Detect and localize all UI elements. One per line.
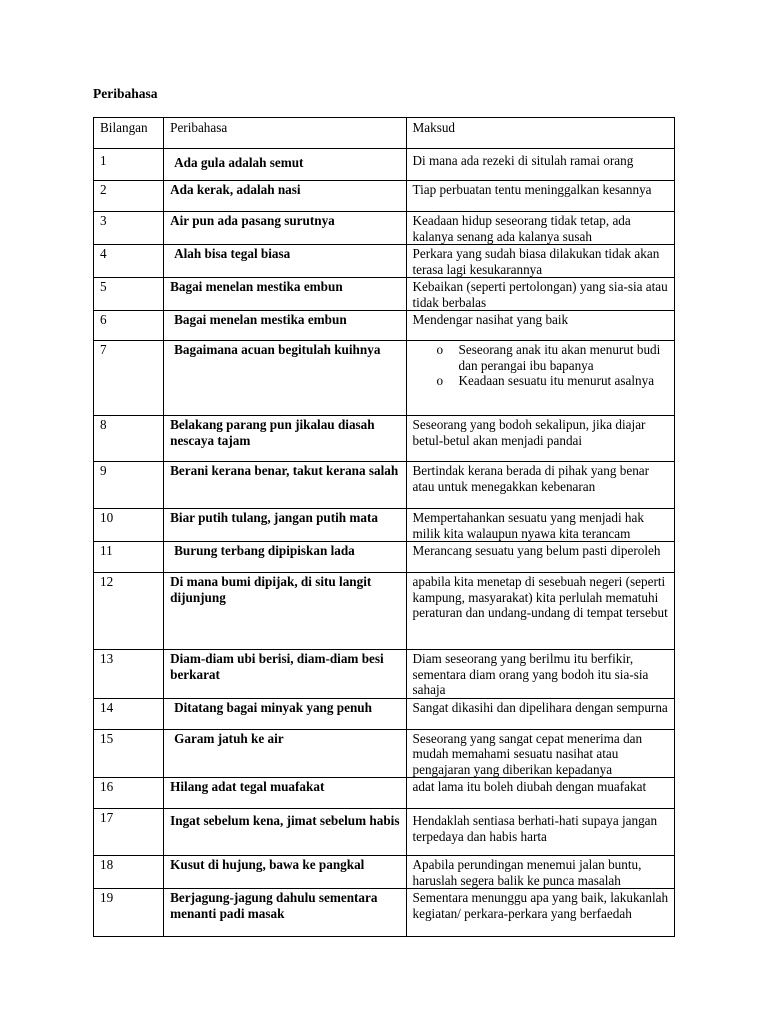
table-row bbox=[94, 889, 675, 937]
row-number: 4 bbox=[94, 245, 164, 278]
header-maksud: Maksud bbox=[406, 118, 674, 149]
meaning-cell: Seseorang yang bodoh sekalipun, jika diajar betul-betul akan menjadi pandai bbox=[406, 416, 674, 462]
table-row bbox=[94, 462, 675, 509]
table-row bbox=[94, 149, 675, 181]
proverb-cell: Bagai menelan mestika embun bbox=[164, 311, 406, 341]
meaning-cell: Apabila perundingan menemui jalan buntu, haruslah segera balik ke punca masalah bbox=[406, 856, 674, 889]
table-row bbox=[94, 856, 675, 889]
proverb-cell: Ada gula adalah semut bbox=[164, 149, 406, 181]
meaning-cell: Keadaan hidup seseorang tidak tetap, ada kalanya senang ada kalanya susah bbox=[406, 212, 674, 245]
table-row bbox=[94, 212, 675, 245]
proverb-cell: Di mana bumi dipijak, di situ langit dijunjung bbox=[164, 573, 406, 650]
table-row bbox=[94, 778, 675, 809]
meaning-cell: Seseorang yang sangat cepat menerima dan mudah memahami sesuatu nasihat atau pengajaran yang diberikan kepadanya bbox=[406, 729, 674, 778]
meaning-cell: Sementara menunggu apa yang baik, lakukanlah kegiatan/ perkara-perkara yang berfaedah bbox=[406, 889, 674, 937]
table-row bbox=[94, 341, 675, 416]
proverb-cell: Hilang adat tegal muafakat bbox=[164, 778, 406, 809]
page-title: Peribahasa bbox=[93, 86, 158, 101]
proverb-cell: Bagai menelan mestika embun bbox=[164, 278, 406, 311]
proverb-table bbox=[93, 117, 675, 937]
table-row bbox=[94, 245, 675, 278]
row-number: 11 bbox=[94, 542, 164, 573]
proverb-cell: Berjagung-jagung dahulu sementara menanti padi masak bbox=[164, 889, 406, 937]
meaning-cell: Merancang sesuatu yang belum pasti diperoleh bbox=[406, 542, 674, 573]
table-row bbox=[94, 698, 675, 729]
bullet-icon: o bbox=[436, 342, 444, 357]
proverb-cell: Biar putih tulang, jangan putih mata bbox=[164, 509, 406, 542]
row-number: 9 bbox=[94, 462, 164, 509]
row-number: 3 bbox=[94, 212, 164, 245]
table-row bbox=[94, 509, 675, 542]
proverb-cell: Belakang parang pun jikalau diasah nescaya tajam bbox=[164, 416, 406, 462]
proverb-cell: Diam-diam ubi berisi, diam-diam besi berkarat bbox=[164, 650, 406, 699]
row-number: 5 bbox=[94, 278, 164, 311]
meaning-cell: Hendaklah sentiasa berhati-hati supaya jangan terpedaya dan habis harta bbox=[406, 809, 674, 856]
meaning-cell: Di mana ada rezeki di situlah ramai orang bbox=[406, 149, 674, 181]
proverb-cell: Air pun ada pasang surutnya bbox=[164, 212, 406, 245]
meaning-list bbox=[413, 342, 669, 389]
proverb-cell: Ingat sebelum kena, jimat sebelum habis bbox=[164, 809, 406, 856]
proverb-cell: Kusut di hujung, bawa ke pangkal bbox=[164, 856, 406, 889]
row-number: 15 bbox=[94, 729, 164, 778]
table-header-row bbox=[94, 118, 675, 149]
row-number: 12 bbox=[94, 573, 164, 650]
header-bilangan: Bilangan bbox=[94, 118, 164, 149]
proverb-cell: Ditatang bagai minyak yang penuh bbox=[164, 698, 406, 729]
row-number: 2 bbox=[94, 181, 164, 212]
meaning-cell: Mendengar nasihat yang baik bbox=[406, 311, 674, 341]
table-row bbox=[94, 181, 675, 212]
row-number: 16 bbox=[94, 778, 164, 809]
table-row bbox=[94, 809, 675, 856]
proverb-cell: Garam jatuh ke air bbox=[164, 729, 406, 778]
row-number: 1 bbox=[94, 149, 164, 181]
meaning-cell bbox=[406, 341, 674, 416]
table-row bbox=[94, 278, 675, 311]
table-row bbox=[94, 650, 675, 699]
meaning-cell: adat lama itu boleh diubah dengan muafakat bbox=[406, 778, 674, 809]
meaning-cell: Sangat dikasihi dan dipelihara dengan sempurna bbox=[406, 698, 674, 729]
bullet-icon: o bbox=[436, 373, 444, 388]
table-row bbox=[94, 542, 675, 573]
meaning-item-text: Keadaan sesuatu itu menurut asalnya bbox=[458, 373, 655, 388]
table-row bbox=[94, 573, 675, 650]
meaning-cell: Bertindak kerana berada di pihak yang benar atau untuk menegakkan kebenaran bbox=[406, 462, 674, 509]
proverb-cell: Burung terbang dipipiskan lada bbox=[164, 542, 406, 573]
meaning-cell: Perkara yang sudah biasa dilakukan tidak akan terasa lagi kesukarannya bbox=[406, 245, 674, 278]
proverb-cell: Bagaimana acuan begitulah kuihnya bbox=[164, 341, 406, 416]
row-number: 13 bbox=[94, 650, 164, 699]
table-row bbox=[94, 311, 675, 341]
header-peribahasa: Peribahasa bbox=[164, 118, 406, 149]
meaning-list-item bbox=[413, 373, 669, 389]
row-number: 7 bbox=[94, 341, 164, 416]
row-number: 14 bbox=[94, 698, 164, 729]
meaning-cell: Diam seseorang yang berilmu itu berfikir, sementara diam orang yang bodoh itu sia-sia sahaja bbox=[406, 650, 674, 699]
proverb-cell: Berani kerana benar, takut kerana salah bbox=[164, 462, 406, 509]
proverb-cell: Ada kerak, adalah nasi bbox=[164, 181, 406, 212]
meaning-cell: apabila kita menetap di sesebuah negeri (seperti kampung, masyarakat) kita perlulah mematuhi peraturan dan undang-undang di tempat tersebut bbox=[406, 573, 674, 650]
meaning-cell: Tiap perbuatan tentu meninggalkan kesannya bbox=[406, 181, 674, 212]
meaning-list-item bbox=[413, 342, 669, 373]
row-number: 19 bbox=[94, 889, 164, 937]
row-number: 10 bbox=[94, 509, 164, 542]
table-row bbox=[94, 729, 675, 778]
row-number: 8 bbox=[94, 416, 164, 462]
meaning-cell: Mempertahankan sesuatu yang menjadi hak milik kita walaupun nyawa kita terancam bbox=[406, 509, 674, 542]
row-number: 18 bbox=[94, 856, 164, 889]
meaning-cell: Kebaikan (seperti pertolongan) yang sia-sia atau tidak berbalas bbox=[406, 278, 674, 311]
proverb-cell: Alah bisa tegal biasa bbox=[164, 245, 406, 278]
meaning-item-text: Seseorang anak itu akan menurut budi dan perangai ibu bapanya bbox=[458, 342, 661, 373]
row-number: 17 bbox=[94, 809, 164, 856]
table-row bbox=[94, 416, 675, 462]
row-number: 6 bbox=[94, 311, 164, 341]
